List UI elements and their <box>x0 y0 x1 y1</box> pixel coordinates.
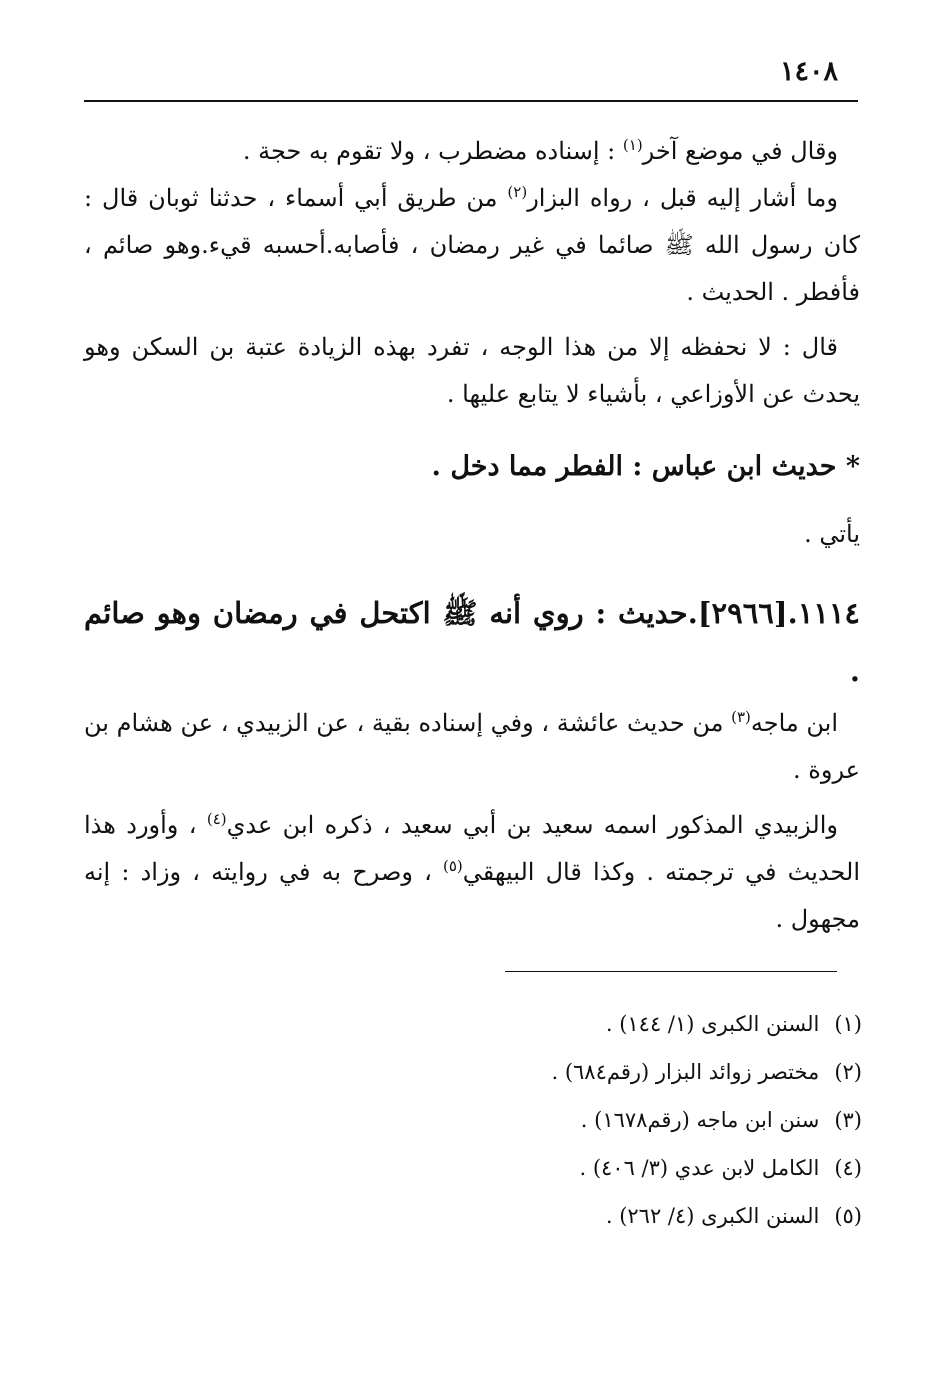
footnote-ref-4[interactable]: (٤) <box>206 810 227 828</box>
main-text <box>84 128 860 943</box>
footnote-1 <box>262 1000 862 1048</box>
paragraph-6-text-end: ، وصرح به في روايته ، وزاد : إنه مجهول . <box>84 858 860 933</box>
paragraph-6-text-middle: ، وأورد هذا الحديث في ترجمته . وكذا قال البيهقي <box>84 811 860 886</box>
footnote-separator <box>505 971 837 972</box>
paragraph-5-text-end: من حديث عائشة ، وفي إسناده بقية ، عن الزبيدي ، عن هشام بن عروة . <box>84 709 860 784</box>
paragraph-4-text: يأتي . <box>804 520 860 548</box>
paragraph-3 <box>84 324 860 418</box>
header-rule <box>84 100 858 102</box>
paragraph-6 <box>84 802 860 943</box>
footnote-number: (٤) <box>834 1156 862 1180</box>
paragraph-1-text-start: وقال في موضع آخر <box>642 137 838 165</box>
paragraph-6-text-start: والزبيدي المذكور اسمه سعيد بن أبي سعيد ، ذكره ابن عدي <box>226 811 838 839</box>
footnote-ref-3[interactable]: (٣) <box>731 708 751 726</box>
footnote-number: (٥) <box>834 1204 862 1228</box>
footnote-5 <box>262 1192 862 1240</box>
footnote-number: (٣) <box>834 1108 862 1132</box>
paragraph-2 <box>84 175 860 316</box>
paragraph-3-text: قال : لا نحفظه إلا من هذا الوجه ، تفرد بهذه الزيادة عتبة بن السكن وهو يحدث عن الأوزاعي ، بأشياء لا يتابع عليها . <box>84 333 860 408</box>
paragraph-1 <box>84 128 860 175</box>
footnote-text: سنن ابن ماجه (رقم١٦٧٨) . <box>580 1108 820 1132</box>
footnote-number: (١) <box>834 1012 862 1036</box>
section-heading-ibn-abbas: * حديث ابن عباس : الفطر مما دخل . <box>431 451 860 482</box>
footnote-number: (٢) <box>834 1060 862 1084</box>
footnote-text: مختصر زوائد البزار (رقم٦٨٤) . <box>551 1060 820 1084</box>
footnote-2 <box>262 1048 862 1096</box>
paragraph-5-text-start: ابن ماجه <box>750 709 839 737</box>
footnote-ref-5[interactable]: (٥) <box>443 857 463 875</box>
footnote-ref-1[interactable]: (١) <box>622 136 643 154</box>
footnotes <box>262 1000 862 1240</box>
paragraph-2-text-start: وما أشار إليه قبل ، رواه البزار <box>527 184 838 212</box>
paragraph-1-text-end: : إسناده مضطرب ، ولا تقوم به حجة . <box>242 137 623 165</box>
paragraph-2-text-end: من طريق أبي أسماء ، حدثنا ثوبان قال : كان رسول الله ﷺ صائما في غير رمضان ، فأصابه.أحسبه قيء.وهو صائم ، فأفطر . الحديث . <box>84 184 860 306</box>
footnote-text: السنن الكبرى (١/ ١٤٤) . <box>605 1012 820 1036</box>
footnote-text: السنن الكبرى (٤/ ٢٦٢) . <box>605 1204 820 1228</box>
page-number: ١٤٠٨ <box>779 56 838 87</box>
footnote-4 <box>262 1144 862 1192</box>
paragraph-4 <box>84 510 860 558</box>
paragraph-5 <box>84 700 860 794</box>
footnote-3 <box>262 1096 862 1144</box>
footnote-text: الكامل لابن عدي (٣/ ٤٠٦) . <box>579 1156 820 1180</box>
hadith-heading: ١١١٤.[٢٩٦٦].حديث : روي أنه ﷺ اكتحل في رمضان وهو صائم . <box>84 596 860 688</box>
footnote-ref-2[interactable]: (٢) <box>507 183 528 201</box>
